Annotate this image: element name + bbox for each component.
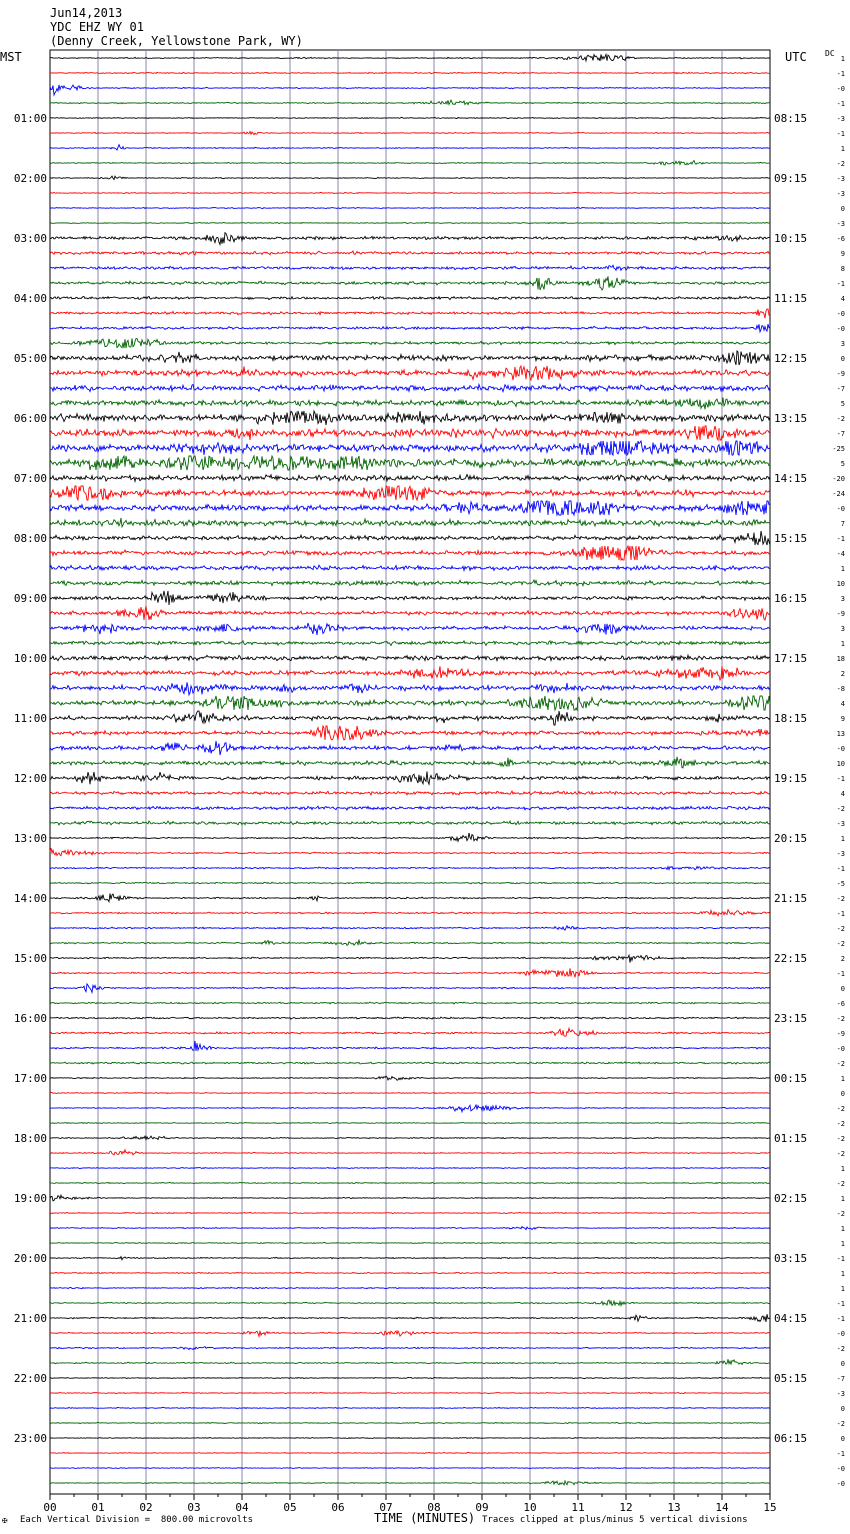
right-hour-label: 04:15 [774, 1312, 808, 1325]
trace-line [50, 309, 770, 318]
left-hour-label: 09:00 [13, 592, 47, 605]
dc-offset-label: -1 [836, 775, 845, 783]
trace-line [50, 426, 770, 440]
trace-line [50, 456, 770, 470]
chart-date: Jun14,2013 [50, 6, 123, 20]
right-hour-label: 20:15 [774, 832, 808, 845]
trace-line [50, 222, 770, 223]
trace-line [50, 145, 770, 150]
trace-line [50, 72, 770, 73]
trace-line [50, 441, 770, 455]
left-hour-label: 16:00 [13, 1012, 47, 1025]
trace-line [50, 411, 770, 425]
dc-offset-label: -0 [836, 325, 845, 333]
trace-line [50, 518, 770, 527]
dc-offset-label: -1 [836, 970, 845, 978]
dc-offset-label: 1 [840, 1165, 845, 1173]
dc-offset-label: -1 [836, 865, 845, 873]
dc-offset-label: -7 [836, 385, 845, 393]
left-hour-label: 11:00 [13, 712, 47, 725]
x-tick-label: 05 [283, 1501, 297, 1514]
dc-offset-label: 9 [840, 715, 845, 723]
dc-header: DC [825, 49, 835, 58]
dc-offset-label: 0 [840, 205, 845, 213]
left-hour-label: 05:00 [13, 352, 47, 365]
dc-offset-label: -5 [836, 880, 845, 888]
dc-offset-label: -2 [836, 1150, 845, 1158]
right-hour-label: 09:15 [774, 172, 808, 185]
trace-line [50, 1182, 770, 1183]
left-hour-label: 14:00 [13, 892, 47, 905]
dc-offset-label: -2 [836, 895, 845, 903]
x-tick-label: 14 [715, 1501, 729, 1514]
right-hour-label: 01:15 [774, 1132, 808, 1145]
trace-line [50, 324, 770, 332]
trace-line [50, 1212, 770, 1213]
left-hour-label: 19:00 [13, 1192, 47, 1205]
dc-offset-label: -2 [836, 1180, 845, 1188]
trace-line [50, 1242, 770, 1243]
x-tick-label: 02 [139, 1501, 153, 1514]
dc-offset-label: -1 [836, 1450, 845, 1458]
dc-offset-label: -3 [836, 190, 845, 198]
dc-offset-label: -1 [836, 1315, 845, 1323]
trace-line [50, 1028, 770, 1036]
dc-offset-label: 2 [840, 955, 845, 963]
trace-line [50, 1377, 770, 1378]
trace-line [50, 955, 770, 962]
trace-line [50, 1272, 770, 1273]
dc-offset-label: -3 [836, 220, 845, 228]
dc-offset-label: 10 [836, 760, 845, 768]
trace-line [50, 366, 770, 380]
right-hour-label: 13:15 [774, 412, 808, 425]
trace-line [50, 100, 770, 105]
dc-offset-label: 1 [840, 640, 845, 648]
dc-offset-label: 0 [840, 355, 845, 363]
left-hour-label: 12:00 [13, 772, 47, 785]
dc-offset-label: 1 [840, 55, 845, 63]
dc-offset-label: -1 [836, 1255, 845, 1263]
dc-offset-label: -0 [836, 745, 845, 753]
dc-offset-label: -0 [836, 310, 845, 318]
dc-offset-label: 1 [840, 1195, 845, 1203]
x-tick-label: 10 [523, 1501, 537, 1514]
station-location: (Denny Creek, Yellowstone Park, WY) [50, 34, 303, 48]
plot-frame [50, 50, 770, 1494]
trace-line [50, 1392, 770, 1393]
dc-offset-label: 8 [840, 265, 845, 273]
trace-line [50, 867, 770, 870]
trace-line [50, 655, 770, 661]
right-hour-label: 02:15 [774, 1192, 808, 1205]
right-hour-label: 19:15 [774, 772, 808, 785]
x-axis-title: TIME (MINUTES) [374, 1511, 476, 1525]
trace-line [50, 940, 770, 946]
left-hour-label: 02:00 [13, 172, 47, 185]
dc-offset-label: -6 [836, 1000, 845, 1008]
dc-offset-label: 1 [840, 1285, 845, 1293]
trace-line [50, 666, 770, 680]
dc-offset-label: -2 [836, 415, 845, 423]
dc-offset-label: -2 [836, 1210, 845, 1218]
dc-offset-label: -6 [836, 235, 845, 243]
trace-line [50, 968, 770, 977]
dc-offset-label: -2 [836, 1345, 845, 1353]
trace-line [50, 580, 770, 586]
trace-line [50, 1481, 770, 1485]
dc-offset-label: -9 [836, 610, 845, 618]
x-tick-label: 11 [571, 1501, 585, 1514]
trace-line [50, 276, 770, 290]
dc-offset-label: -0 [836, 1045, 845, 1053]
trace-line [50, 251, 770, 255]
trace-line [50, 1041, 770, 1051]
trace-line [50, 1468, 770, 1469]
dc-offset-label: -2 [836, 805, 845, 813]
trace-line [50, 1314, 770, 1322]
trace-line [50, 338, 770, 348]
trace-line [50, 1136, 770, 1140]
right-hour-label: 12:15 [774, 352, 808, 365]
trace-line [50, 1076, 770, 1080]
dc-offset-label: -25 [832, 445, 845, 453]
trace-line [50, 771, 770, 784]
trace-line [50, 821, 770, 825]
trace-line [50, 1331, 770, 1337]
dc-offset-label: -1 [836, 535, 845, 543]
dc-offset-label: 5 [840, 400, 845, 408]
dc-offset-label: -2 [836, 1015, 845, 1023]
left-hour-label: 06:00 [13, 412, 47, 425]
trace-line [50, 1195, 770, 1201]
right-hour-label: 08:15 [774, 112, 808, 125]
trace-line [50, 1287, 770, 1289]
trace-line [50, 1437, 770, 1438]
dc-offset-label: -2 [836, 1120, 845, 1128]
x-tick-label: 13 [667, 1501, 681, 1514]
dc-offset-label: -0 [836, 1330, 845, 1338]
dc-offset-label: -1 [836, 1300, 845, 1308]
trace-line [50, 1300, 770, 1305]
dc-offset-label: -2 [836, 1060, 845, 1068]
right-hour-label: 10:15 [774, 232, 808, 245]
dc-offset-label: 18 [836, 655, 845, 663]
trace-line [50, 265, 770, 270]
trace-line [50, 606, 770, 620]
trace-line [50, 501, 770, 515]
right-hour-label: 03:15 [774, 1252, 808, 1265]
dc-offset-label: 1 [840, 1225, 845, 1233]
dc-offset-label: 4 [840, 790, 845, 798]
right-hour-label: 18:15 [774, 712, 808, 725]
trace-line [50, 894, 770, 902]
dc-offset-label: -2 [836, 940, 845, 948]
trace-line [50, 565, 770, 571]
dc-offset-label: -3 [836, 175, 845, 183]
dc-offset-label: -2 [836, 925, 845, 933]
left-timezone-label: MST [0, 50, 22, 64]
trace-line [50, 233, 770, 245]
right-hour-label: 17:15 [774, 652, 808, 665]
dc-offset-label: -0 [836, 505, 845, 513]
dc-offset-label: -1 [836, 130, 845, 138]
trace-line [50, 85, 770, 95]
dc-offset-label: -20 [832, 475, 845, 483]
x-tick-label: 09 [475, 1501, 489, 1514]
trace-line [50, 757, 770, 768]
left-hour-label: 01:00 [13, 112, 47, 125]
trace-line [50, 1257, 770, 1260]
trace-line [50, 711, 770, 725]
dc-offset-label: 9 [840, 250, 845, 258]
dc-offset-label: -2 [836, 1135, 845, 1143]
dc-offset-label: -1 [836, 910, 845, 918]
trace-line [50, 546, 770, 560]
dc-offset-label: -1 [836, 280, 845, 288]
dc-offset-label: -24 [832, 490, 845, 498]
dc-offset-label: 0 [840, 1090, 845, 1098]
x-tick-label: 04 [235, 1501, 249, 1514]
x-tick-label: 12 [619, 1501, 633, 1514]
trace-line [50, 475, 770, 482]
left-hour-label: 20:00 [13, 1252, 47, 1265]
left-hour-label: 08:00 [13, 532, 47, 545]
trace-line [50, 726, 770, 740]
trace-line [50, 848, 770, 856]
trace-line [50, 1122, 770, 1123]
dc-offset-label: 13 [836, 730, 845, 738]
trace-line [50, 1422, 770, 1423]
dc-offset-label: 4 [840, 295, 845, 303]
trace-line [50, 1062, 770, 1064]
dc-offset-label: 1 [840, 565, 845, 573]
scale-icon: ✠ [2, 1516, 8, 1526]
right-hour-label: 16:15 [774, 592, 808, 605]
x-tick-label: 15 [763, 1501, 777, 1514]
trace-line [50, 384, 770, 391]
dc-offset-label: -0 [836, 1480, 845, 1488]
dc-offset-label: -3 [836, 1390, 845, 1398]
trace-line [50, 1150, 770, 1155]
left-hour-label: 18:00 [13, 1132, 47, 1145]
dc-offset-label: -3 [836, 115, 845, 123]
trace-line [50, 882, 770, 884]
trace-line [50, 1359, 770, 1364]
dc-offset-label: -3 [836, 850, 845, 858]
trace-line [50, 696, 770, 710]
trace-line [50, 623, 770, 635]
left-hour-label: 10:00 [13, 652, 47, 665]
station-code: YDC EHZ WY 01 [50, 20, 144, 34]
dc-offset-label: 0 [840, 1405, 845, 1413]
trace-line [50, 641, 770, 646]
dc-offset-label: -2 [836, 160, 845, 168]
left-hour-label: 07:00 [13, 472, 47, 485]
dc-offset-label: 1 [840, 145, 845, 153]
dc-offset-label: -0 [836, 85, 845, 93]
dc-offset-label: 2 [840, 670, 845, 678]
left-hour-label: 04:00 [13, 292, 47, 305]
x-tick-label: 06 [331, 1501, 345, 1514]
left-hour-label: 22:00 [13, 1372, 47, 1385]
dc-offset-label: 4 [840, 700, 845, 708]
dc-offset-label: -9 [836, 370, 845, 378]
trace-line [50, 1452, 770, 1453]
dc-offset-label: -8 [836, 685, 845, 693]
dc-offset-label: 1 [840, 1075, 845, 1083]
trace-line [50, 132, 770, 135]
trace-line [50, 531, 770, 545]
trace-line [50, 1002, 770, 1004]
trace-line [50, 296, 770, 299]
trace-line [50, 833, 770, 841]
left-hour-label: 13:00 [13, 832, 47, 845]
division-note: Each Vertical Division = 800.00 microvolts [20, 1515, 253, 1525]
dc-offset-label: 5 [840, 460, 845, 468]
dc-offset-label: -7 [836, 430, 845, 438]
dc-offset-label: -1 [836, 100, 845, 108]
trace-line [50, 54, 770, 61]
right-hour-label: 15:15 [774, 532, 808, 545]
right-hour-label: 06:15 [774, 1432, 808, 1445]
dc-offset-label: 1 [840, 1270, 845, 1278]
right-hour-label: 14:15 [774, 472, 808, 485]
left-hour-label: 21:00 [13, 1312, 47, 1325]
trace-line [50, 741, 770, 755]
trace-line [50, 1017, 770, 1019]
dc-offset-label: 3 [840, 340, 845, 348]
dc-offset-label: 0 [840, 985, 845, 993]
left-hour-label: 23:00 [13, 1432, 47, 1445]
dc-offset-label: -3 [836, 820, 845, 828]
trace-line [50, 486, 770, 500]
right-hour-label: 11:15 [774, 292, 808, 305]
x-tick-label: 07 [379, 1501, 393, 1514]
left-hour-label: 03:00 [13, 232, 47, 245]
trace-line [50, 1347, 770, 1350]
dc-offset-label: -2 [836, 1420, 845, 1428]
right-hour-label: 00:15 [774, 1072, 808, 1085]
trace-line [50, 351, 770, 365]
dc-offset-label: 7 [840, 520, 845, 528]
dc-offset-label: -1 [836, 70, 845, 78]
trace-line [50, 926, 770, 930]
dc-offset-label: -4 [836, 550, 845, 558]
trace-line [50, 1407, 770, 1408]
trace-line [50, 192, 770, 193]
right-hour-label: 23:15 [774, 1012, 808, 1025]
trace-line [50, 1093, 770, 1094]
dc-offset-label: 3 [840, 625, 845, 633]
left-hour-label: 15:00 [13, 952, 47, 965]
dc-offset-label: -9 [836, 1030, 845, 1038]
dc-offset-label: -0 [836, 1465, 845, 1473]
dc-offset-label: -7 [836, 1375, 845, 1383]
trace-line [50, 984, 770, 993]
clip-note: Traces clipped at plus/minus 5 vertical divisions [482, 1515, 748, 1525]
right-hour-label: 05:15 [774, 1372, 808, 1385]
left-hour-label: 17:00 [13, 1072, 47, 1085]
right-timezone-label: UTC [785, 50, 807, 64]
x-tick-label: 03 [187, 1501, 201, 1514]
x-tick-label: 01 [91, 1501, 105, 1514]
x-tick-label: 08 [427, 1501, 441, 1514]
trace-line [50, 682, 770, 695]
trace-line [50, 806, 770, 810]
trace-line [50, 207, 770, 208]
dc-offset-label: 3 [840, 595, 845, 603]
right-hour-label: 22:15 [774, 952, 808, 965]
dc-offset-label: 10 [836, 580, 845, 588]
trace-line [50, 910, 770, 916]
trace-line [50, 1105, 770, 1112]
x-tick-label: 00 [43, 1501, 57, 1514]
trace-line [50, 161, 770, 165]
trace-line [50, 791, 770, 795]
trace-line [50, 1227, 770, 1230]
trace-line [50, 117, 770, 118]
dc-offset-label: 0 [840, 1435, 845, 1443]
trace-line [50, 1168, 770, 1169]
trace-line [50, 176, 770, 179]
trace-line [50, 591, 770, 605]
dc-offset-label: 1 [840, 1240, 845, 1248]
right-hour-label: 21:15 [774, 892, 808, 905]
dc-offset-label: 0 [840, 1360, 845, 1368]
dc-offset-label: 1 [840, 835, 845, 843]
trace-line [50, 398, 770, 410]
dc-offset-label: -2 [836, 1105, 845, 1113]
